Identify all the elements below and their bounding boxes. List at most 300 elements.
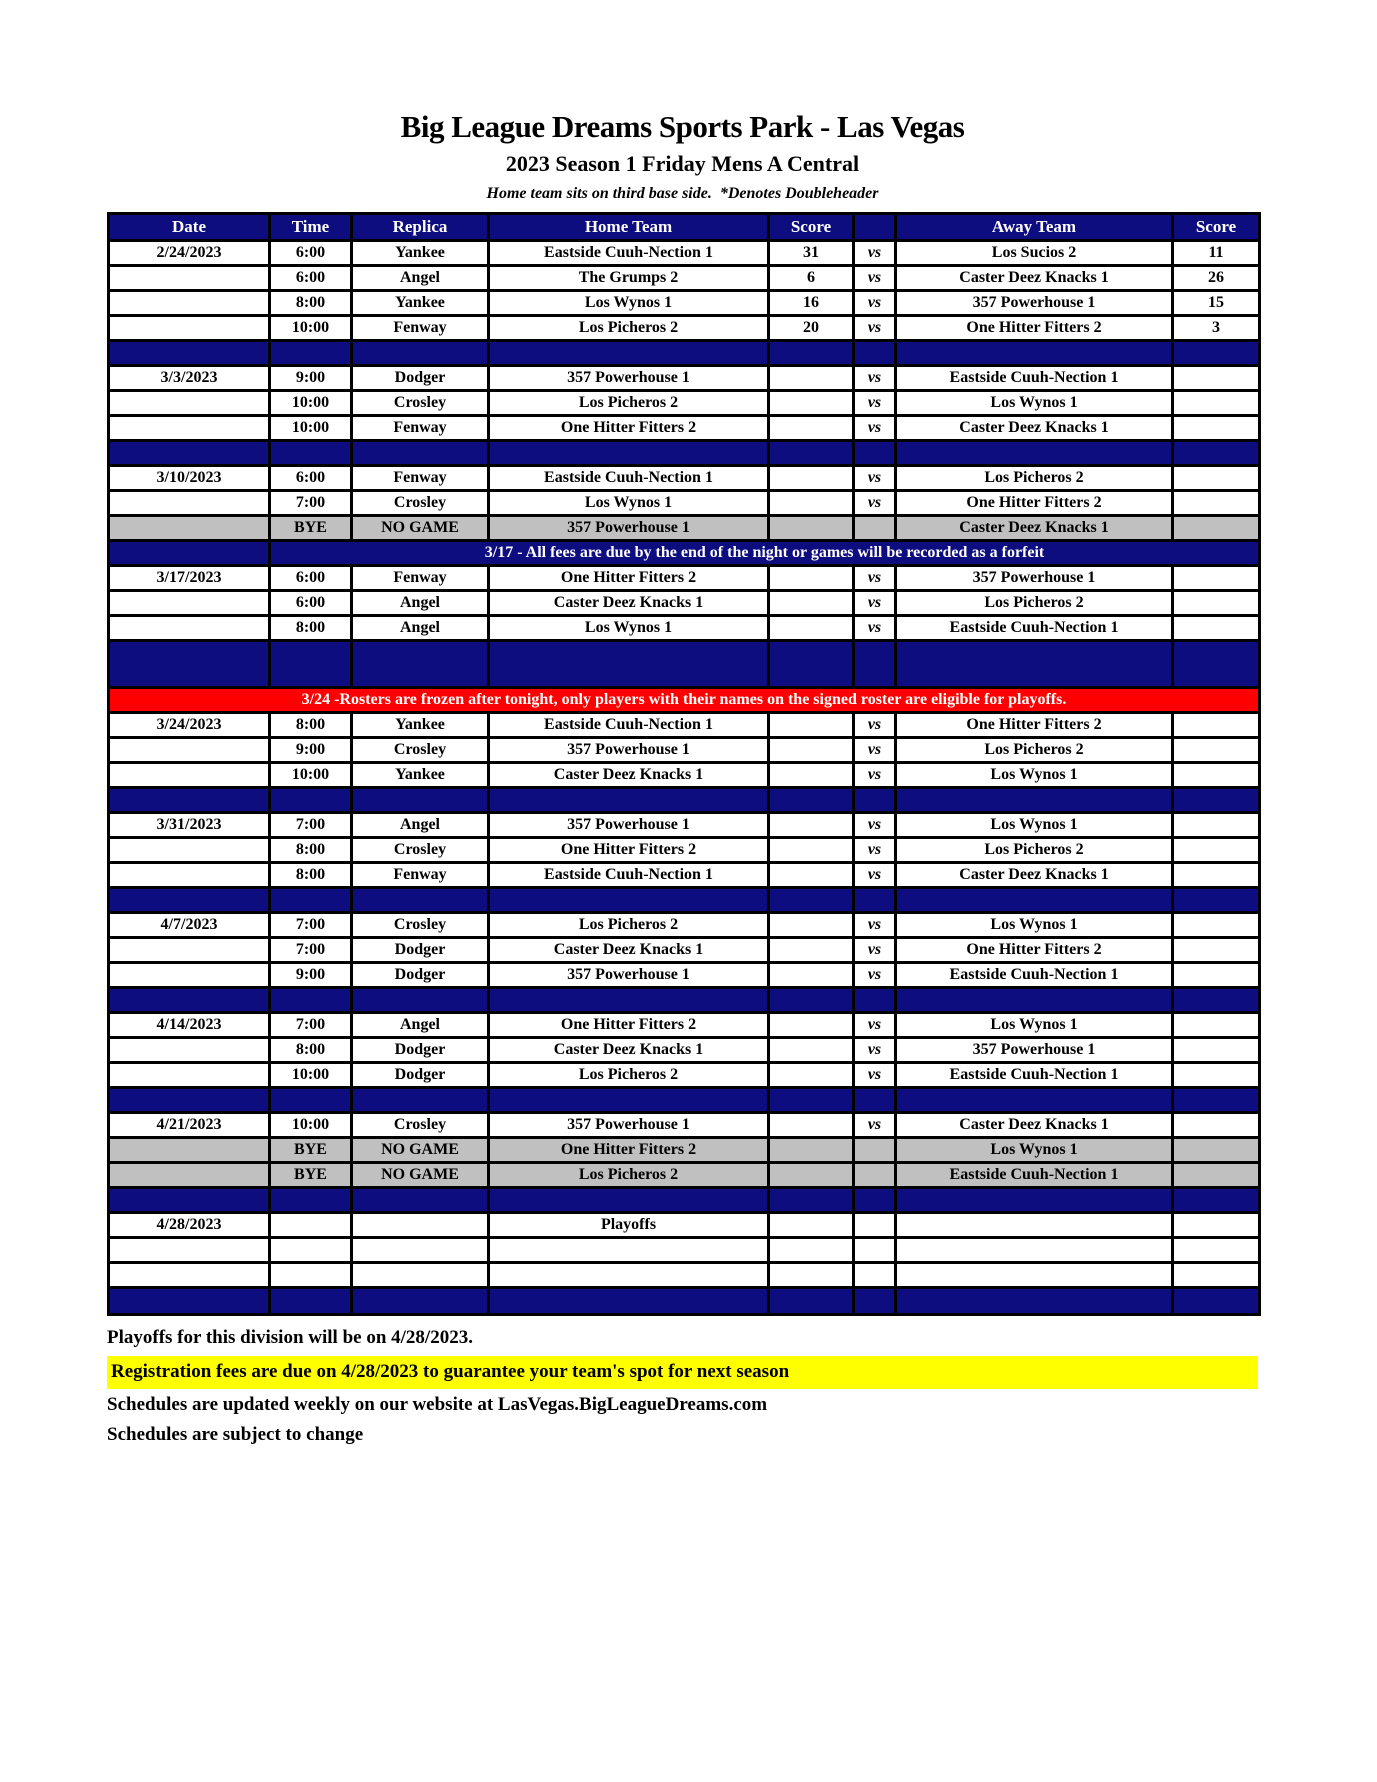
- cell-replica: Fenway: [352, 863, 489, 888]
- empty-row: [109, 1263, 1260, 1288]
- cell-replica: Dodger: [352, 963, 489, 988]
- spacer-cell: [896, 1288, 1173, 1315]
- cell-home-score: [769, 738, 854, 763]
- cell-time: BYE: [270, 516, 352, 541]
- cell-away-score: [1173, 763, 1260, 788]
- cell-home-team: Los Wynos 1: [489, 291, 769, 316]
- cell-time: 6:00: [270, 266, 352, 291]
- header-date: Date: [109, 214, 270, 241]
- cell-home-team: Eastside Cuuh-Nection 1: [489, 863, 769, 888]
- footer-line-playoffs: Playoffs for this division will be on 4/28/2023.: [107, 1327, 473, 1348]
- cell-away-score: [1173, 516, 1260, 541]
- cell-replica: NO GAME: [352, 1163, 489, 1188]
- cell-home-team: One Hitter Fitters 2: [489, 1013, 769, 1038]
- cell-replica: Angel: [352, 591, 489, 616]
- cell-away-team: Los Wynos 1: [896, 391, 1173, 416]
- spacer-cell: [109, 1188, 270, 1213]
- game-row: [109, 566, 1260, 591]
- cell-date: [109, 738, 270, 763]
- cell-replica: Crosley: [352, 738, 489, 763]
- game-row: [109, 1038, 1260, 1063]
- game-row: [109, 466, 1260, 491]
- cell-date: [109, 763, 270, 788]
- cell-vs: vs: [854, 366, 896, 391]
- cell-home-team: 357 Powerhouse 1: [489, 1113, 769, 1138]
- spacer-cell: [854, 888, 896, 913]
- cell-vs: vs: [854, 416, 896, 441]
- cell-vs: vs: [854, 713, 896, 738]
- cell-vs: [854, 1163, 896, 1188]
- cell-vs: vs: [854, 1038, 896, 1063]
- game-row: [109, 616, 1260, 641]
- cell-replica: Angel: [352, 616, 489, 641]
- cell-away-team: Los Wynos 1: [896, 1013, 1173, 1038]
- spacer-cell: [109, 341, 270, 366]
- cell-away-score: [1173, 838, 1260, 863]
- spacer-cell: [489, 1188, 769, 1213]
- cell-home-team: Los Picheros 2: [489, 316, 769, 341]
- cell-home-score: [769, 1038, 854, 1063]
- cell-away-score: [1173, 1138, 1260, 1163]
- empty-cell: [854, 1263, 896, 1288]
- cell-replica: Angel: [352, 266, 489, 291]
- notice-text: 3/17 - All fees are due by the end of the night or games will be recorded as a forfeit: [270, 541, 1260, 566]
- cell-home-score: [769, 1063, 854, 1088]
- cell-home-score: [769, 491, 854, 516]
- cell-time: 9:00: [270, 738, 352, 763]
- spacer-cell: [489, 341, 769, 366]
- cell-home-team: Eastside Cuuh-Nection 1: [489, 241, 769, 266]
- game-row: [109, 241, 1260, 266]
- spacer-cell: [896, 641, 1173, 688]
- cell-date: [109, 616, 270, 641]
- cell-home-team: Playoffs: [489, 1213, 769, 1238]
- schedule-body: [109, 241, 1260, 1315]
- cell-home-team: 357 Powerhouse 1: [489, 813, 769, 838]
- game-row: [109, 1213, 1260, 1238]
- spacer-cell: [854, 988, 896, 1013]
- cell-away-score: [1173, 913, 1260, 938]
- spacer-cell: [352, 341, 489, 366]
- empty-cell: [896, 1238, 1173, 1263]
- cell-date: 4/28/2023: [109, 1213, 270, 1238]
- notice-row-red: [109, 688, 1260, 713]
- game-row: [109, 491, 1260, 516]
- cell-replica: Crosley: [352, 913, 489, 938]
- cell-away-score: [1173, 366, 1260, 391]
- spacer-cell: [1173, 1288, 1260, 1315]
- cell-away-team: Los Picheros 2: [896, 738, 1173, 763]
- cell-home-team: Los Picheros 2: [489, 1163, 769, 1188]
- spacer-cell: [769, 888, 854, 913]
- cell-away-score: [1173, 1113, 1260, 1138]
- cell-away-score: [1173, 813, 1260, 838]
- page-note: Home team sits on third base side. *Denotes Doubleheader: [486, 185, 879, 202]
- cell-date: [109, 963, 270, 988]
- empty-cell: [896, 1263, 1173, 1288]
- cell-home-score: [769, 391, 854, 416]
- empty-cell: [854, 1238, 896, 1263]
- cell-home-score: [769, 416, 854, 441]
- empty-cell: [1173, 1263, 1260, 1288]
- cell-vs: vs: [854, 738, 896, 763]
- cell-date: [109, 391, 270, 416]
- cell-vs: vs: [854, 316, 896, 341]
- spacer-cell: [489, 788, 769, 813]
- cell-home-score: 6: [769, 266, 854, 291]
- cell-vs: vs: [854, 763, 896, 788]
- spacer-cell: [352, 441, 489, 466]
- cell-date: [109, 1063, 270, 1088]
- cell-home-score: [769, 616, 854, 641]
- spacer-cell: [1173, 641, 1260, 688]
- game-row: [109, 838, 1260, 863]
- cell-vs: vs: [854, 913, 896, 938]
- spacer-cell: [109, 988, 270, 1013]
- cell-home-score: [769, 938, 854, 963]
- spacer-cell: [352, 1288, 489, 1315]
- cell-date: 3/10/2023: [109, 466, 270, 491]
- cell-home-team: Caster Deez Knacks 1: [489, 763, 769, 788]
- cell-replica: Yankee: [352, 763, 489, 788]
- spacer-cell: [489, 1288, 769, 1315]
- cell-date: 4/21/2023: [109, 1113, 270, 1138]
- spacer-cell: [489, 1088, 769, 1113]
- cell-away-score: 3: [1173, 316, 1260, 341]
- cell-time: 8:00: [270, 713, 352, 738]
- notice-row-navy: [109, 541, 1260, 566]
- cell-away-score: [1173, 1038, 1260, 1063]
- cell-away-score: [1173, 963, 1260, 988]
- cell-vs: [854, 1138, 896, 1163]
- cell-time: [270, 1213, 352, 1238]
- cell-away-score: [1173, 1163, 1260, 1188]
- bye-row: [109, 1163, 1260, 1188]
- spacer-cell: [769, 641, 854, 688]
- spacer-cell: [1173, 1188, 1260, 1213]
- cell-away-score: [1173, 591, 1260, 616]
- cell-vs: vs: [854, 838, 896, 863]
- page-title: Big League Dreams Sports Park - Las Vegas: [400, 109, 965, 144]
- cell-home-score: [769, 913, 854, 938]
- cell-home-score: 31: [769, 241, 854, 266]
- cell-home-team: 357 Powerhouse 1: [489, 366, 769, 391]
- cell-home-score: [769, 1013, 854, 1038]
- empty-cell: [769, 1238, 854, 1263]
- header-home-score: Score: [769, 214, 854, 241]
- spacer-cell: [109, 641, 270, 688]
- spacer-cell: [109, 1088, 270, 1113]
- cell-home-score: [769, 863, 854, 888]
- cell-replica: Angel: [352, 1013, 489, 1038]
- cell-home-score: 16: [769, 291, 854, 316]
- cell-home-team: Los Wynos 1: [489, 491, 769, 516]
- cell-date: 4/7/2023: [109, 913, 270, 938]
- cell-vs: vs: [854, 616, 896, 641]
- spacer-cell: [270, 988, 352, 1013]
- spacer-cell: [1173, 441, 1260, 466]
- game-row: [109, 416, 1260, 441]
- spacer-cell: [1173, 888, 1260, 913]
- spacer-cell: [489, 888, 769, 913]
- footer: [107, 1325, 1258, 1448]
- cell-home-team: One Hitter Fitters 2: [489, 566, 769, 591]
- empty-cell: [352, 1263, 489, 1288]
- cell-away-score: [1173, 1213, 1260, 1238]
- cell-away-score: 15: [1173, 291, 1260, 316]
- game-row: [109, 863, 1260, 888]
- cell-replica: Crosley: [352, 838, 489, 863]
- cell-vs: vs: [854, 1063, 896, 1088]
- spacer-cell: [352, 641, 489, 688]
- spacer-cell: [854, 788, 896, 813]
- spacer-cell: [109, 1288, 270, 1315]
- empty-cell: [1173, 1238, 1260, 1263]
- cell-vs: vs: [854, 938, 896, 963]
- cell-away-team: Los Wynos 1: [896, 813, 1173, 838]
- cell-date: 2/24/2023: [109, 241, 270, 266]
- cell-date: [109, 591, 270, 616]
- spacer-cell: [352, 888, 489, 913]
- cell-time: 6:00: [270, 466, 352, 491]
- empty-cell: [109, 1238, 270, 1263]
- spacer-cell: [489, 641, 769, 688]
- cell-away-team: Caster Deez Knacks 1: [896, 863, 1173, 888]
- header-away-team: Away Team: [896, 214, 1173, 241]
- cell-replica: Crosley: [352, 1113, 489, 1138]
- cell-away-team: Los Wynos 1: [896, 913, 1173, 938]
- cell-away-team: 357 Powerhouse 1: [896, 291, 1173, 316]
- cell-replica: Angel: [352, 813, 489, 838]
- cell-away-team: Los Picheros 2: [896, 838, 1173, 863]
- cell-home-team: Los Picheros 2: [489, 391, 769, 416]
- cell-replica: Dodger: [352, 938, 489, 963]
- cell-home-score: [769, 713, 854, 738]
- cell-time: 8:00: [270, 1038, 352, 1063]
- cell-time: 10:00: [270, 1113, 352, 1138]
- cell-replica: NO GAME: [352, 516, 489, 541]
- game-row: [109, 591, 1260, 616]
- cell-away-score: 26: [1173, 266, 1260, 291]
- game-row: [109, 763, 1260, 788]
- spacer-row: [109, 788, 1260, 813]
- footer-line-registration: Registration fees are due on 4/28/2023 to guarantee your team's spot for next season: [107, 1356, 1258, 1389]
- header-time: Time: [270, 214, 352, 241]
- spacer-row: [109, 1288, 1260, 1315]
- spacer-cell: [769, 341, 854, 366]
- spacer-cell: [270, 341, 352, 366]
- spacer-cell: [1173, 988, 1260, 1013]
- cell-vs: [854, 1213, 896, 1238]
- spacer-cell: [896, 1188, 1173, 1213]
- cell-date: [109, 1038, 270, 1063]
- cell-home-score: [769, 813, 854, 838]
- game-row: [109, 266, 1260, 291]
- cell-home-score: [769, 466, 854, 491]
- cell-home-team: 357 Powerhouse 1: [489, 738, 769, 763]
- cell-away-team: Caster Deez Knacks 1: [896, 516, 1173, 541]
- cell-time: 7:00: [270, 491, 352, 516]
- cell-home-score: [769, 1138, 854, 1163]
- spacer-row: [109, 988, 1260, 1013]
- cell-date: 3/24/2023: [109, 713, 270, 738]
- spacer-cell: [270, 1288, 352, 1315]
- cell-vs: vs: [854, 291, 896, 316]
- header-vs: [854, 214, 896, 241]
- cell-home-team: 357 Powerhouse 1: [489, 516, 769, 541]
- cell-away-team: One Hitter Fitters 2: [896, 316, 1173, 341]
- cell-away-team: Los Wynos 1: [896, 1138, 1173, 1163]
- cell-away-team: Eastside Cuuh-Nection 1: [896, 366, 1173, 391]
- cell-replica: Crosley: [352, 391, 489, 416]
- cell-home-team: One Hitter Fitters 2: [489, 1138, 769, 1163]
- cell-away-team: Caster Deez Knacks 1: [896, 416, 1173, 441]
- cell-vs: vs: [854, 566, 896, 591]
- cell-date: 3/17/2023: [109, 566, 270, 591]
- spacer-row: [109, 888, 1260, 913]
- cell-date: [109, 491, 270, 516]
- cell-home-score: [769, 1163, 854, 1188]
- game-row: [109, 316, 1260, 341]
- spacer-cell: [854, 1288, 896, 1315]
- game-row: [109, 813, 1260, 838]
- cell-away-team: 357 Powerhouse 1: [896, 1038, 1173, 1063]
- cell-away-team: Eastside Cuuh-Nection 1: [896, 616, 1173, 641]
- cell-replica: Yankee: [352, 713, 489, 738]
- game-row: [109, 366, 1260, 391]
- game-row: [109, 1113, 1260, 1138]
- cell-time: 6:00: [270, 591, 352, 616]
- spacer-cell: [1173, 1088, 1260, 1113]
- spacer-cell: [352, 1188, 489, 1213]
- spacer-cell: [769, 1188, 854, 1213]
- spacer-cell: [854, 441, 896, 466]
- cell-home-score: [769, 566, 854, 591]
- cell-away-score: [1173, 863, 1260, 888]
- cell-away-team: Eastside Cuuh-Nection 1: [896, 1063, 1173, 1088]
- spacer-cell: [489, 441, 769, 466]
- cell-home-team: Los Wynos 1: [489, 616, 769, 641]
- cell-time: 6:00: [270, 566, 352, 591]
- spacer-cell: [854, 641, 896, 688]
- cell-replica: NO GAME: [352, 1138, 489, 1163]
- cell-date: 3/31/2023: [109, 813, 270, 838]
- cell-time: 8:00: [270, 838, 352, 863]
- cell-home-score: [769, 591, 854, 616]
- cell-home-team: Caster Deez Knacks 1: [489, 1038, 769, 1063]
- cell-replica: Yankee: [352, 291, 489, 316]
- cell-away-team: Eastside Cuuh-Nection 1: [896, 963, 1173, 988]
- cell-home-team: 357 Powerhouse 1: [489, 963, 769, 988]
- cell-away-score: [1173, 466, 1260, 491]
- cell-time: BYE: [270, 1163, 352, 1188]
- game-row: [109, 1013, 1260, 1038]
- cell-vs: [854, 516, 896, 541]
- cell-date: 4/14/2023: [109, 1013, 270, 1038]
- notice-text: 3/24 -Rosters are frozen after tonight, only players with their names on the signed roster are eligible for playoffs.: [109, 688, 1260, 713]
- empty-cell: [489, 1263, 769, 1288]
- game-row: [109, 938, 1260, 963]
- spacer-cell: [769, 1288, 854, 1315]
- spacer-cell: [270, 1188, 352, 1213]
- cell-replica: [352, 1213, 489, 1238]
- footer-line-website: Schedules are updated weekly on our website at LasVegas.BigLeagueDreams.com: [107, 1394, 768, 1415]
- cell-time: 7:00: [270, 913, 352, 938]
- cell-away-score: [1173, 416, 1260, 441]
- spacer-cell: [896, 988, 1173, 1013]
- cell-replica: Dodger: [352, 366, 489, 391]
- cell-replica: Dodger: [352, 1063, 489, 1088]
- cell-time: 9:00: [270, 963, 352, 988]
- cell-date: [109, 316, 270, 341]
- cell-time: 9:00: [270, 366, 352, 391]
- cell-vs: vs: [854, 1113, 896, 1138]
- cell-home-team: One Hitter Fitters 2: [489, 838, 769, 863]
- cell-away-score: [1173, 713, 1260, 738]
- game-row: [109, 391, 1260, 416]
- footer-line-subject: Schedules are subject to change: [107, 1424, 364, 1445]
- game-row: [109, 738, 1260, 763]
- cell-vs: vs: [854, 963, 896, 988]
- cell-date: [109, 1163, 270, 1188]
- cell-home-score: [769, 366, 854, 391]
- cell-date: [109, 291, 270, 316]
- cell-date: [109, 1138, 270, 1163]
- spacer-cell: [1173, 341, 1260, 366]
- cell-away-team: 357 Powerhouse 1: [896, 566, 1173, 591]
- cell-home-team: One Hitter Fitters 2: [489, 416, 769, 441]
- spacer-cell: [352, 1088, 489, 1113]
- spacer-row: [109, 1088, 1260, 1113]
- cell-home-team: Eastside Cuuh-Nection 1: [489, 713, 769, 738]
- cell-home-team: Eastside Cuuh-Nection 1: [489, 466, 769, 491]
- spacer-cell: [769, 988, 854, 1013]
- cell-time: 10:00: [270, 763, 352, 788]
- spacer-cell: [270, 788, 352, 813]
- cell-replica: Fenway: [352, 466, 489, 491]
- header-row: [109, 214, 1260, 241]
- cell-away-score: [1173, 1063, 1260, 1088]
- cell-home-team: Los Picheros 2: [489, 913, 769, 938]
- cell-away-team: Los Wynos 1: [896, 763, 1173, 788]
- cell-vs: vs: [854, 1013, 896, 1038]
- cell-time: 8:00: [270, 616, 352, 641]
- cell-vs: vs: [854, 466, 896, 491]
- game-row: [109, 963, 1260, 988]
- cell-away-team: Los Sucios 2: [896, 241, 1173, 266]
- empty-cell: [769, 1263, 854, 1288]
- cell-vs: vs: [854, 391, 896, 416]
- spacer-cell: [109, 788, 270, 813]
- header-home-team: Home Team: [489, 214, 769, 241]
- spacer-row: [109, 1188, 1260, 1213]
- game-row: [109, 1063, 1260, 1088]
- cell-home-score: [769, 1213, 854, 1238]
- spacer-cell: [769, 441, 854, 466]
- cell-home-score: [769, 763, 854, 788]
- cell-home-score: [769, 963, 854, 988]
- spacer-cell: [896, 788, 1173, 813]
- cell-date: [109, 541, 270, 566]
- header-away-score: Score: [1173, 214, 1260, 241]
- cell-time: 10:00: [270, 316, 352, 341]
- cell-home-score: [769, 838, 854, 863]
- game-row: [109, 713, 1260, 738]
- cell-away-team: Los Picheros 2: [896, 466, 1173, 491]
- cell-vs: vs: [854, 241, 896, 266]
- spacer-cell: [896, 888, 1173, 913]
- spacer-cell: [109, 441, 270, 466]
